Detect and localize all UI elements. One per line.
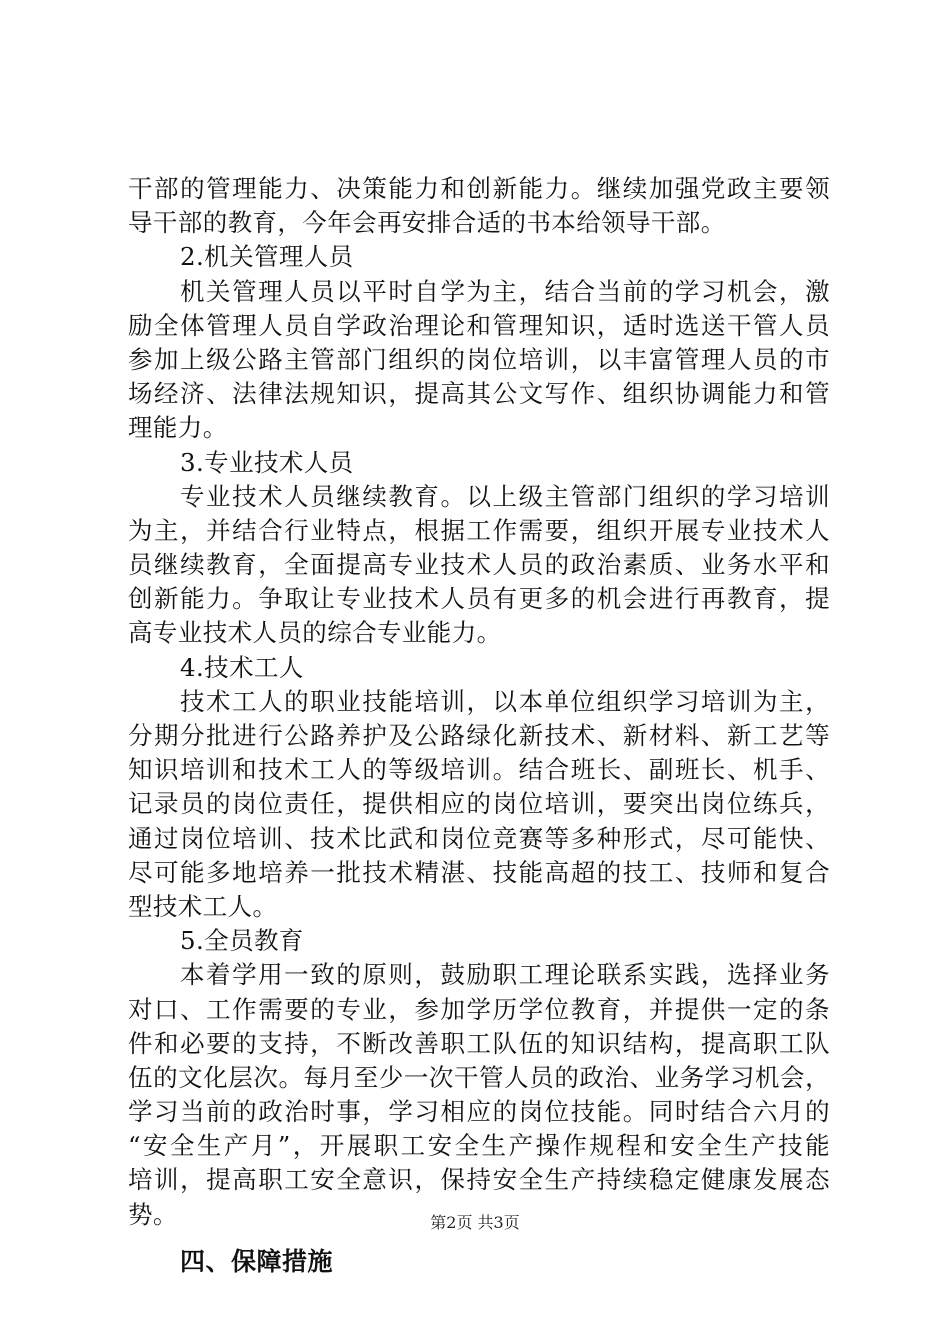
text-line: 伍的文化层次。每月至少一次干管人员的政治、业务学习机会， [128, 1062, 830, 1092]
text-line: 培训，提高职工安全意识，保持安全生产持续稳定健康发展态 [128, 1165, 830, 1195]
text-line: “安全生产月”，开展职工安全生产操作规程和安全生产技能 [128, 1131, 830, 1161]
text-line: 3.专业技术人员 [180, 447, 354, 477]
text-line: 4.技术工人 [180, 652, 304, 682]
text-line: 高专业技术人员的综合专业能力。 [128, 618, 502, 648]
text-line: 干部的管理能力、决策能力和创新能力。继续加强党政主要领 [128, 174, 830, 203]
text-line: 势。 [128, 1199, 178, 1229]
text-line: 型技术工人。 [128, 891, 278, 921]
text-line: 5.全员教育 [180, 926, 304, 956]
text-line: 2.机关管理人员 [180, 242, 354, 272]
document-body [128, 172, 830, 1284]
text-line: 创新能力。争取让专业技术人员有更多的机会进行再教育，提 [128, 584, 830, 614]
text-line: 导干部的教育，今年会再安排合适的书本给领导干部。 [128, 208, 726, 238]
text-line: 励全体管理人员自学政治理论和管理知识，适时选送干管人员 [128, 310, 830, 340]
text-line: 学习当前的政治时事，学习相应的岗位技能。同时结合六月的 [128, 1097, 830, 1127]
text-line: 知识培训和技术工人的等级培训。结合班长、副班长、机手、 [128, 755, 830, 785]
text-line: 参加上级公路主管部门组织的岗位培训，以丰富管理人员的市 [128, 344, 830, 374]
text-line: 尽可能多地培养一批技术精湛、技能高超的技工、技师和复合 [128, 857, 830, 887]
section-heading: 四、保障措施 [180, 1246, 334, 1276]
page-footer: 第2页 共3页 [430, 1213, 520, 1232]
text-line: 专业技术人员继续教育。以上级主管部门组织的学习培训 [180, 481, 830, 511]
text-line: 对口、工作需要的专业，参加学历学位教育，并提供一定的条 [128, 994, 830, 1024]
text-line: 件和必要的支持，不断改善职工队伍的知识结构，提高职工队 [128, 1028, 830, 1058]
text-line: 场经济、法律法规知识，提高其公文写作、组织协调能力和管 [128, 379, 830, 409]
text-line: 技术工人的职业技能培训，以本单位组织学习培训为主， [180, 686, 830, 716]
text-line: 机关管理人员以平时自学为主，结合当前的学习机会，激 [180, 276, 830, 306]
text-line: 通过岗位培训、技术比武和岗位竞赛等多种形式，尽可能快、 [128, 823, 830, 853]
text-line: 理能力。 [128, 413, 228, 443]
text-line: 记录员的岗位责任，提供相应的岗位培训，要突出岗位练兵， [128, 789, 830, 819]
text-line: 为主，并结合行业特点，根据工作需要，组织开展专业技术人 [128, 515, 830, 545]
text-line: 员继续教育，全面提高专业技术人员的政治素质、业务水平和 [128, 550, 830, 580]
text-line: 本着学用一致的原则，鼓励职工理论联系实践，选择业务 [180, 960, 830, 990]
text-line: 分期分批进行公路养护及公路绿化新技术、新材料、新工艺等 [128, 721, 830, 750]
